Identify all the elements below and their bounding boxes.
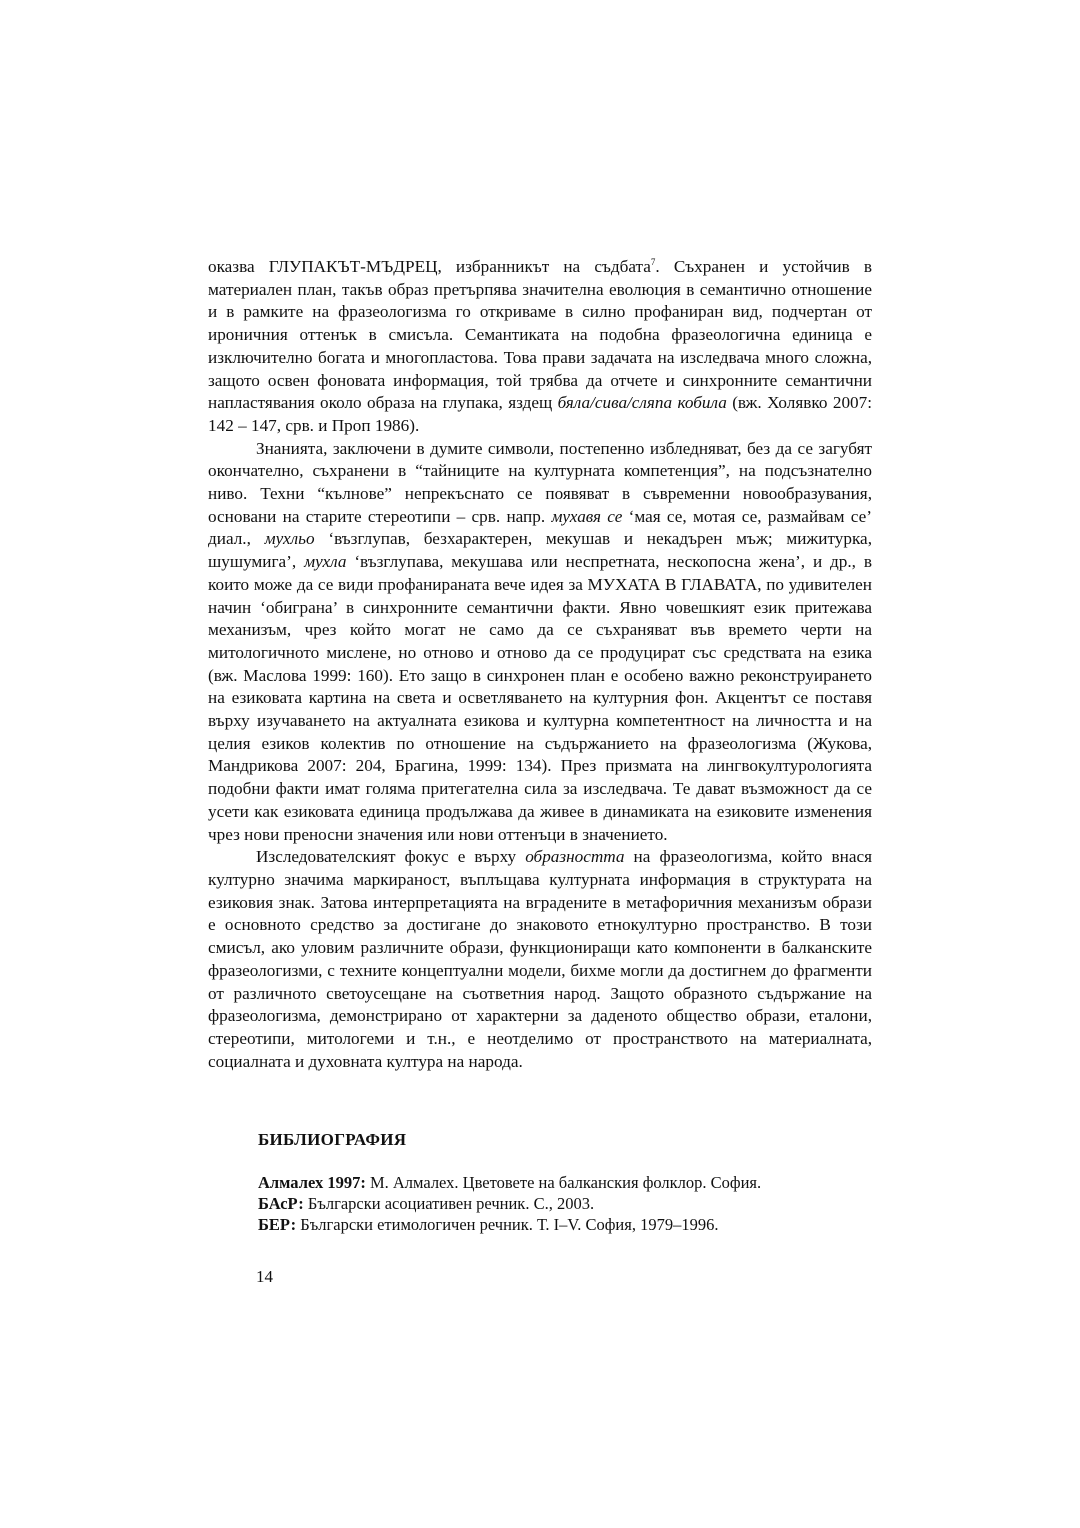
bibliography-list (258, 1172, 878, 1235)
bibliography-key: Алмалех 1997: (258, 1173, 366, 1192)
italic-term: бяла/сива/сляпа кобила (557, 393, 727, 413)
bibliography-entry (258, 1214, 878, 1235)
body-text (208, 256, 872, 1073)
bibliography-key: БАсР: (258, 1194, 304, 1213)
italic-term: мухльо (264, 529, 315, 549)
text-run: ‘възглупав, безхарактерен, мекушав и некадърен мъж; мижитурка, шушумига’, (208, 529, 872, 572)
footnote-ref: 7 (650, 257, 656, 267)
bibliography-key: БЕР: (258, 1215, 297, 1234)
text-run: Изследователският фокус е върху (256, 847, 526, 867)
text-run: оказва ГЛУПАКЪТ-МЪДРЕЦ, избранникът на съдбата (208, 257, 651, 276)
italic-term: мухла (304, 552, 347, 572)
paragraph (208, 438, 872, 847)
text-run: (вж. Холявко 2007: 142 – 147, срв. и Проп 1986). (208, 393, 872, 435)
italic-term: мухавя се (551, 506, 623, 526)
bibliography-entry (258, 1172, 878, 1193)
bibliography-entry (258, 1193, 878, 1214)
text-run: ‘възглупава, мекушава или неспретната, нескопосна жена’, и др., в които може да се види профанираната вече идея за МУХАТА В ГЛАВАТА, по удивителен начин ‘обиграна’ в синхронните семантични факти. Явно човешкият език притежава механизъм, чрез който могат не само да се съхраняват във времето черти на митологичното мислене, но отново и отново да се продуцират със средствата на езика (вж. Маслова 1999: 160). Ето защо в синхронен план е особено важно реконструирането на езиковата картина на света и осветляването на културния фон. Акцентът се поставя върху изучаването на актуалната езикова и културна компетентност на личността и на целия езиков колектив по отношение на съдържанието на фразеологизма (Жукова, Мандрикова 2007: 204, Брагина, 1999: 134). През призмата на лингвокултурологията подобни факти имат голяма притегателна сила за изследвача. Те дават възможност да се усети как езиковата единица продължава да живее в динамиката на езиковите изменения чрез нови преносни значения или нови оттенъци в значението. (208, 552, 872, 844)
paragraph (208, 256, 872, 438)
bibliography-text: Български асоциативен речник. С., 2003. (303, 1194, 595, 1213)
bibliography-heading: БИБЛИОГРАФИЯ (258, 1130, 407, 1149)
italic-term: образността (525, 847, 625, 867)
text-run: на фразеологизма, който внася културно значима маркираност, въплъщава културната информация в структурата на езиковия знак. Затова интерпретацията на вградените в метафоричния механизъм образи е основното средство за достигане до знаковото етнокултурно пространство. В този смисъл, ако уловим различните образи, функциониращи като компоненти в балканските фразеологизми, с техните концептуални модели, бихме могли да достигнем до фрагменти от различното светоусещане на съответния народ. Защото образното съдържание на фразеологизма, демонстрирано от характерни за даденото общество образи, еталони, стереотипи, митологеми и т.н., е неотделимо от пространството на материалната, социалната и духовната култура на народа. (208, 847, 872, 1071)
paragraph (208, 846, 872, 1073)
text-run: Знанията, заключени в думите символи, постепенно избледняват, без да се загубят окончателно, съхранени в “тайниците на културната компетенция”, на подсъзнателно ниво. Техни “кълнове” непрекъснато се появяват в съвременни новообразувания, основани на старите стереотипи – срв. напр. (208, 438, 872, 526)
bibliography-text: Български етимологичен речник. Т. I–V. София, 1979–1996. (296, 1215, 719, 1234)
text-run: . Съхранен и устойчив в материален план, такъв образ претърпява значителна еволюция в семантично отношение и в рамките на фразеологизма го откриваме в силно профаниран вид, подчертан от ироничния оттенък в смисъла. Семантиката на подобна фразеологична единица е изключително богата и многопластова. Това прави задачата на изследвача много сложна, защото освен фоновата информация, той трябва да отчете и синхронните семантични напластявания около образа на глупака, яздещ (208, 257, 872, 413)
bibliography-text: М. Алмалех. Цветовете на балканския фолклор. София. (365, 1173, 762, 1192)
text-run: ‘мая се, мотая се, размайвам се’ диал., (208, 506, 872, 549)
page-number: 14 (256, 1267, 273, 1286)
